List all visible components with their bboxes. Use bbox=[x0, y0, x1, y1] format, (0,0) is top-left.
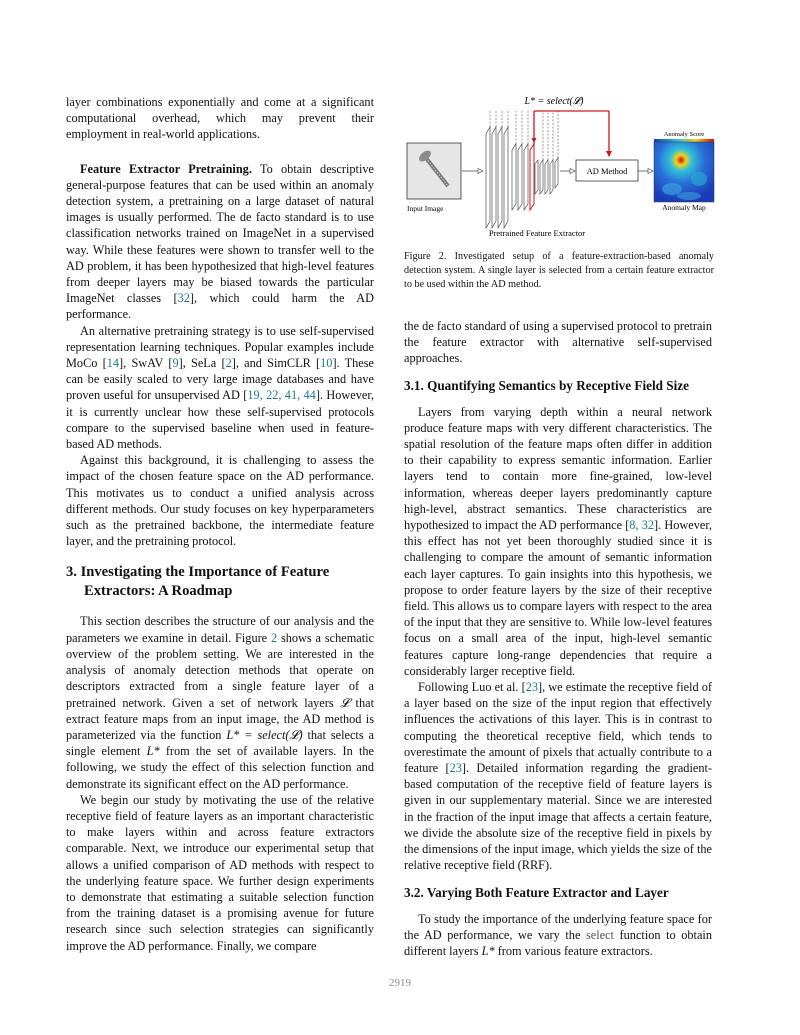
text-span: from various feature extractors. bbox=[494, 943, 653, 958]
citation-link[interactable]: 32 bbox=[177, 291, 190, 306]
text-span: ]. Detailed information regarding the gradient-based computation of the receptive field of feature layers is given in our supplementary material. Since we are interested in the fraction of the input image that affects a certain feature, we divide the absolute size of the receptive field in pixels by the dimensions of the input image, which yields the size of the relative receptive field (RRF). bbox=[404, 761, 712, 873]
text-span: To study the importance of the underlying feature space for the AD performance, we vary the bbox=[404, 911, 712, 942]
paragraph-structure bbox=[66, 613, 374, 791]
paragraph-background: Against this background, it is challenging to assess the impact of the chosen feature space on the AD performance. This motivates us to conduct a unified analysis across different methods. Our study focuses on key hyperparameters such as the pretrained backbone, the intermediate feature layer, and the pretraining protocol. bbox=[66, 453, 374, 549]
math-selected-layer: L* bbox=[146, 744, 160, 759]
anomaly-score-bar bbox=[654, 139, 714, 142]
figure-2-diagram bbox=[404, 94, 716, 254]
citation-link[interactable]: 9 bbox=[172, 356, 179, 371]
citation-link[interactable]: 19, 22, 41, 44 bbox=[247, 388, 316, 403]
text-span: ], SwAV [ bbox=[119, 356, 173, 371]
math-layer-set: 𝓛 bbox=[340, 695, 350, 710]
ad-method-label: AD Method bbox=[586, 166, 628, 176]
text-span: ], which could harm the AD performance. bbox=[66, 291, 374, 322]
figure-reference-link[interactable]: 2 bbox=[270, 630, 278, 645]
paragraph-continuation-right: the de facto standard of using a supervised protocol to pretrain the feature extractor with alternative self-supervised approaches. bbox=[404, 319, 712, 366]
math-select-function: L* = select(𝓛) bbox=[226, 727, 303, 742]
text-span: ]. However, it is currently unclear how these self-supervised protocols compare to the supervised baseline when used in feature-based AD methods. bbox=[66, 388, 374, 452]
text-span: Layers from varying depth within a neural network produce feature maps with very different characteristics. The spatial resolution of the feature maps often differ in addition to their capability to express semantic information. Earlier layers tend to contain more fine-grained, low-level information, whereas deeper layers predominantly capture high-level, abstract semantics. These characteristics are hypothesized to impact the AD performance [ bbox=[404, 404, 712, 533]
math-selected-layer: L* bbox=[481, 943, 495, 958]
text-span: ], SeLa [ bbox=[178, 356, 226, 371]
feature-extractor-label: Pretrained Feature Extractor bbox=[488, 228, 586, 238]
math-select-operator: select bbox=[585, 927, 614, 942]
citation-link[interactable]: 8, 32 bbox=[629, 518, 654, 533]
text-span: Following Luo et al. [ bbox=[418, 680, 526, 695]
page-number: 2919 bbox=[389, 977, 411, 989]
input-image bbox=[407, 143, 461, 199]
subsection-heading-3-2: 3.2. Varying Both Feature Extractor and Layer bbox=[404, 884, 669, 900]
paragraph-motivation: We begin our study by motivating the use of the relative receptive field of feature layers as an important characteristic to make layers within and across feature extractors comparable. Next, we introduce our experimental setup that allows a unified comparison of AD methods with respect to the underlying feature space. We further design experiments to demonstrate that estimating a suitable selection function from the training dataset is a promising avenue for future research since such selection strategies can significantly improve the AD performance. Finally, we compare bbox=[66, 792, 374, 953]
select-function-label: L* = select(𝓛) bbox=[524, 96, 584, 107]
paragraph-layer-depth bbox=[404, 404, 712, 679]
subsection-heading-3-1: 3.1. Quantifying Semantics by Receptive Field Size bbox=[404, 377, 689, 393]
right-column bbox=[404, 318, 712, 959]
input-image-label: Input Image bbox=[407, 204, 444, 213]
section-heading-3: 3. Investigating the Importance of Feature Extractors: A Roadmap bbox=[66, 564, 330, 600]
text-span: ]. However, this effect has not yet been thoroughly studied since it is challenging to compare the amount of semantic information each layer captures. To gain insights into this hypothesis, we propose to order feature layers by the size of their receptive field. This allows us to compare layers with respect to the area of the input that they are sensitive to. While low-level features focus on a small area of the input, high-level semantic features capture long-range dependencies that require a considerably larger receptive field. bbox=[404, 518, 712, 678]
text-span: from the set of available layers. In the following, we study the effect of this selection function and demonstrate its significant effect on the AD performance. bbox=[66, 744, 374, 791]
anomaly-score-label: Anomaly Score bbox=[663, 131, 705, 138]
citation-link[interactable]: 2 bbox=[225, 356, 232, 371]
citation-link[interactable]: 23 bbox=[525, 680, 539, 695]
text-span: This section describes the structure of our analysis and the parameters we examine in detail. Figure bbox=[66, 614, 374, 645]
anomaly-map-label: Anomaly Map bbox=[662, 203, 706, 212]
runin-heading-pretraining: Feature Extractor Pretraining. bbox=[80, 161, 252, 176]
text-span: ]. These can be easily scaled to very large image databases and have proven useful for unsupervised AD [ bbox=[66, 356, 374, 403]
citation-link[interactable]: 10 bbox=[320, 356, 333, 371]
paragraph-vary-extractor bbox=[404, 911, 712, 960]
text-span: ], we estimate the receptive field of a layer based on the size of the input region that effectively influences the activations of this layer. This is in contrast to computing the theoretical receptive field, which tends to overestimate the amount of pixels that actually contribute to a feature [ bbox=[404, 680, 712, 776]
text-span: ], and SimCLR [ bbox=[231, 356, 321, 371]
text-span: that extract feature maps from an input image, the AD method is parameterized via the function bbox=[66, 695, 374, 742]
text-span: shows a schematic overview of the problem setting. We are interested in the analysis of anomaly detection methods that operate on descriptors extracted from a single feature layer of a pretrained network. Given a set of network layers bbox=[66, 630, 375, 710]
text-span: To obtain descriptive general-purpose features that can be used within an anomaly detection system, a pretraining on a large dataset of natural images is usually performed. The de facto standard is to use classification networks trained on ImageNet in a supervised way. While these features were shown to transfer well to the AD problem, it has been hypothesized that high-level features from deeper layers may be biased towards the particular ImageNet classes [ bbox=[66, 161, 374, 306]
paragraph-continuation: layer combinations exponentially and come at a significant computational overhead, which may prevent their employment in real-world applications. bbox=[66, 95, 374, 142]
anomaly-map-image bbox=[654, 142, 714, 202]
text-span: that selects a single element bbox=[66, 727, 374, 759]
citation-link[interactable]: 14 bbox=[106, 356, 120, 371]
figure-caption: Figure 2. Investigated setup of a feature-extraction-based anomaly detection system. A single layer is selected from a certain feature extractor to be used within the AD method. bbox=[404, 251, 714, 291]
text-span: An alternative pretraining strategy is to use self-supervised representation learning techniques. Popular examples include MoCo [ bbox=[66, 323, 374, 371]
paragraph-pretraining bbox=[66, 161, 374, 323]
text-span: function to obtain different layers bbox=[404, 927, 712, 958]
paragraph-receptive-field bbox=[404, 679, 712, 873]
left-column bbox=[66, 94, 374, 954]
citation-link[interactable]: 23 bbox=[449, 761, 462, 776]
paragraph-self-supervised bbox=[66, 323, 374, 453]
